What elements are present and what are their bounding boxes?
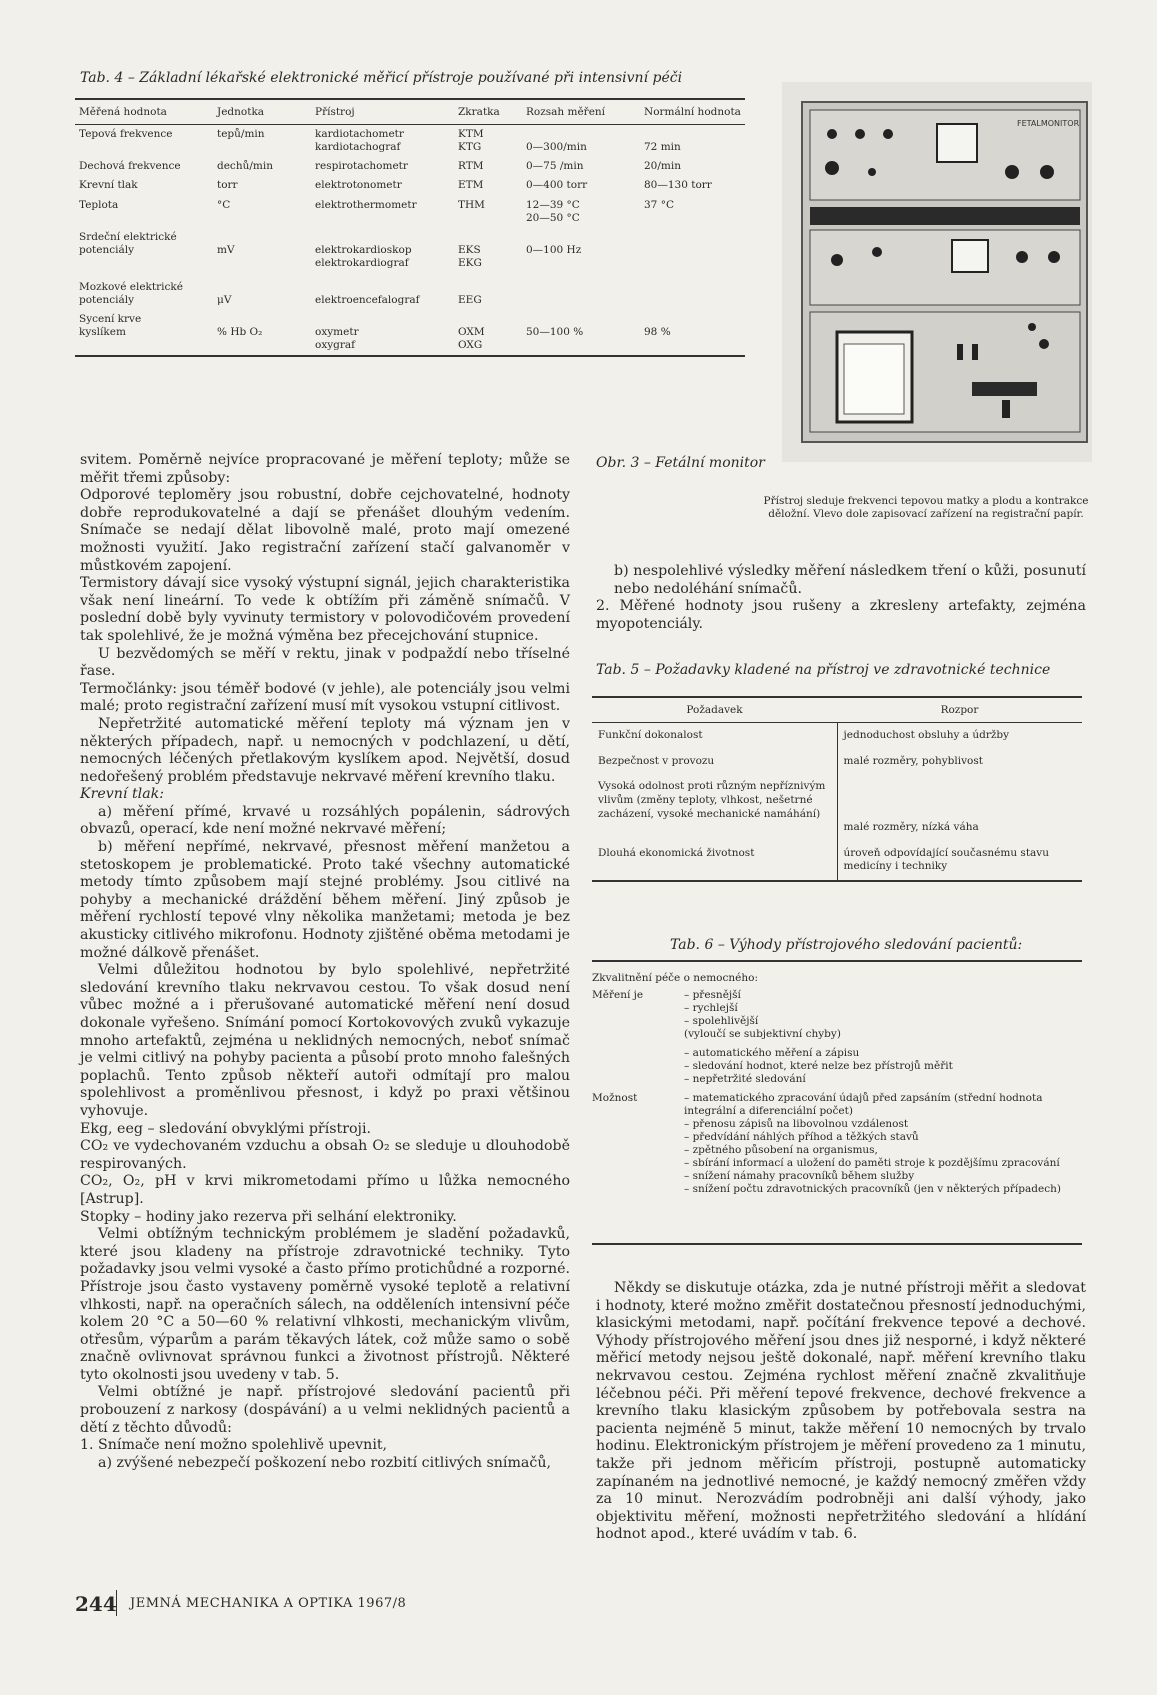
table4-cell: Sycení krve kyslíkem xyxy=(75,310,213,356)
para-thermistors: Termistory dávají sice vysoký výstupní signál, jejich charakteristika však není lineární. To vede k obtížím při záměně snímačů. V poslední době byly vyvinuty termistory v polovodičovém provedení tak spolehlivé, že je možná výměna bez přecejchování stupnice. xyxy=(80,575,570,644)
table6-group xyxy=(592,1092,1082,1196)
table5-cell: Bezpečnost v provozu xyxy=(592,749,837,775)
para-thermocouples: Termočlánky: jsou téměř bodové (v jehle), ale potenciály jsou velmi malé; proto registrační zařízení musí mít vysokou vstupní citlivost. xyxy=(80,680,570,715)
table6-item: – přesnější xyxy=(684,989,741,1001)
table6-item: – automatického měření a zápisu xyxy=(684,1047,860,1059)
table6-item: – spolehlivější xyxy=(684,1015,759,1027)
para-unconscious: U bezvědomých se měří v rektu, jinak v podpaždí nebo tříselné řase. xyxy=(80,645,570,680)
para-continuous-temp: Nepřetržité automatické měření teploty má význam jen v některých případech, např. u nemocných v podchlazení, u dětí, nemocných léčených přetlakovým kyslíkem apod. Největší, dosud nedořešený problém představuje nekrvavé měření krevního tlaku. xyxy=(80,715,570,785)
table4-cell: 0—300/min xyxy=(526,141,587,154)
table4-header: Normální hodnota xyxy=(640,99,745,125)
para-blood-pressure-heading: Krevní tlak: xyxy=(80,786,165,803)
table4-caption: Tab. 4 – Základní lékařské elektronické měřicí přístroje používané při intensivní péči xyxy=(80,70,683,86)
para-stopwatch: Stopky – hodiny jako rezerva při selhání elektroniky. xyxy=(80,1208,457,1225)
para-sensors-1: 1. Snímače není možno spolehlivě upevnit, xyxy=(80,1437,388,1454)
para-co2: CO₂ ve vydechovaném vzduchu a obsah O₂ se sleduje u dlouhodobě respirovaných. xyxy=(80,1138,570,1172)
table6-item: (vyloučí se subjektivní chyby) xyxy=(684,1028,841,1040)
para-anaesthesia: Velmi obtížné je např. přístrojové sledování pacientů při probouzení z narkosy (dospávání) a u velmi neklidných pacientů a dětí z těchto důvodů: xyxy=(80,1384,570,1436)
table6-group xyxy=(592,1047,1082,1086)
table6 xyxy=(592,972,1082,1202)
table4-cell: Mozkové elektrické potenciály xyxy=(79,280,183,306)
table6-item: – rychlejší xyxy=(684,1002,738,1014)
footer-divider xyxy=(116,1590,117,1616)
table4-cell: elektrothermometr xyxy=(315,198,417,211)
table4-cell: RTM xyxy=(458,160,484,173)
right-top-text xyxy=(596,563,1086,633)
table4-header: Zkratka xyxy=(454,99,522,125)
table5-header: Rozpor xyxy=(837,697,1082,723)
table4-cell: 72 min xyxy=(644,141,681,154)
table5-cell: Dlouhá ekonomická životnost xyxy=(592,841,837,881)
table6-group-label: Možnost xyxy=(592,1092,638,1104)
table4-cell: KTM KTG xyxy=(458,128,484,154)
para-bp-direct: a) měření přímé, krvavé u rozsáhlých popálenin, sádrových obvazů, operací, kde není možné nekrvavé měření; xyxy=(80,803,570,838)
table4-cell: dechů/min xyxy=(217,160,273,173)
table4-row xyxy=(75,125,745,158)
table5-row xyxy=(592,749,1082,775)
table5 xyxy=(592,696,1082,882)
table4-cell xyxy=(522,278,640,310)
table6-group-label: Měření je xyxy=(592,989,644,1001)
table6-group xyxy=(592,989,1082,1041)
table4-cell xyxy=(640,278,745,310)
table4-cell: ETM xyxy=(458,179,484,192)
para-ekg-eeg: Ekg, eeg – sledování obvyklými přístroji. xyxy=(80,1120,371,1137)
table4-header: Měřená hodnota xyxy=(75,99,213,125)
table6-item: – sledování hodnot, které nelze bez přístrojů měřit xyxy=(684,1060,953,1072)
table4-cell: elektroencefalograf xyxy=(315,293,420,306)
table4-cell: 50—100 % xyxy=(522,310,640,356)
table4-cell: EKS EKG xyxy=(458,243,482,269)
fetal-monitor-illustration xyxy=(782,82,1092,462)
table4-cell: Dechová frekvence xyxy=(79,160,181,173)
figure3-caption: Přístroj sleduje frekvenci tepovou matky a plodu a kontrakce děložní. Vlevo dole zapisovací zařízení na registrační papír. xyxy=(763,495,1089,520)
table4-header: Jednotka xyxy=(213,99,311,125)
table4-header: Přístroj xyxy=(311,99,454,125)
table4-cell: 37 °C xyxy=(644,198,674,211)
table6-top-rule xyxy=(592,960,1082,962)
table5-caption: Tab. 5 – Požadavky kladené na přístroj ve zdravotnické technice xyxy=(596,662,1051,678)
table4-cell: tepů/min xyxy=(217,128,265,140)
table6-item: – snížení námahy pracovníků během služby xyxy=(684,1170,915,1182)
table5-cell: jednoduchost obsluhy a údržby xyxy=(843,729,1010,741)
table4-cell: respirotachometr xyxy=(315,160,408,173)
para-resistance-thermometers: Odporové teploměry jsou robustní, dobře cejchovatelné, hodnoty dobře reprodukovatelné a dají se přenášet dlouhým vedením. Snímače se nedají dělat libovolně malé, proto mají omezené možnosti využití. Jako registrační zařízení stačí galvanoměr v můstkovém zapojení. xyxy=(80,487,570,574)
table4-cell: elektrotonometr xyxy=(315,179,402,192)
para-bp-indirect: b) měření nepřímé, nekrvavé, přesnost měření manžetou a stetoskopem je problematické. Proto také všechny automatické metody tímto způsobem mají stejné problémy. Jsou citlivé na pohyby a mechanické dráždění během měření. Jiný způsob je měření rychlostí tepové vlny několika manžetami; metoda je bez akusticky citlivého mikrofonu. Hodnoty zjištěné oběma metodami je možné dálkově přenášet. xyxy=(80,839,570,961)
table4 xyxy=(75,98,745,357)
table6-item: – nepřetržité sledování xyxy=(684,1073,806,1085)
table4-row xyxy=(75,310,745,356)
table5-cell: malé rozměry, nízká váha xyxy=(843,821,979,834)
right-bottom-text: Někdy se diskutuje otázka, zda je nutné přístroji měřit a sledovat i hodnoty, které možno změřit dostatečnou přesností jednoduchými, klasickými metodami, např. počítání frekvence tepové a dechové. Výhody přístrojového měření jsou dnes již nesporné, i když některé měřicí metody nejsou ještě dokonalé, např. měření krevního tlaku nekrvavou cestou. Zejména rychlost měření značně zkvalitňuje léčebnou péči. Při měření tepové frekvence, dechové frekvence a krevního tlaku klasickým způsobem by potřebovala sestra na pacienta nejméně 5 minut, takže měření 10 nemocných by trvalo hodinu. Elektronickým přístrojem je měření provedeno za 1 minutu, takže při jednom měřicím přístroji, postupně automaticky zapínaném na jednotlivé nemocné, je každý nemocný změřen vždy za 10 minut. Nerozvádím podrobněji ani další výhody, jako objektivitu měření, možnosti nepřetržitého sledování a hlídání hodnot apod., které uvádím v tab. 6. xyxy=(596,1280,1086,1543)
table5-row xyxy=(592,723,1082,749)
left-column xyxy=(80,452,570,1472)
table4-row xyxy=(75,176,745,195)
table4-cell: Krevní tlak xyxy=(79,179,138,192)
table6-item: – snížení počtu zdravotnických pracovníků (jen v některých případech) xyxy=(684,1183,1061,1195)
table4-cell xyxy=(640,228,745,278)
fetal-monitor-photo xyxy=(782,82,1092,462)
table4-cell: OXM OXG xyxy=(454,310,522,356)
table4-cell: THM xyxy=(458,198,485,211)
table6-heading: Zkvalitnění péče o nemocného: xyxy=(592,972,758,984)
table4-cell: EEG xyxy=(458,293,482,306)
table6-item: – předvídání náhlých příhod a těžkých stavů xyxy=(684,1131,919,1143)
table5-cell: úroveň odpovídající současnému stavu medicíny i techniky xyxy=(837,841,1082,881)
table4-cell: elektrokardioskop elektrokardiograf xyxy=(315,243,412,269)
photo-brand-label: FETALMONITOR xyxy=(1017,119,1080,128)
table6-caption: Tab. 6 – Výhody přístrojového sledování pacientů: xyxy=(670,937,1023,953)
table6-item: – zpětného působení na organismus, xyxy=(684,1144,878,1156)
table6-item: – přenosu zápisů na libovolnou vzdálenost xyxy=(684,1118,909,1130)
table4-header: Rozsah měření xyxy=(522,99,640,125)
journal-name: JEMNÁ MECHANIKA A OPTIKA 1967/8 xyxy=(130,1596,407,1611)
table4-cell: Srdeční elektrické potenciály xyxy=(79,230,177,256)
table5-cell: Funkční dokonalost xyxy=(592,723,837,749)
table4-cell: Tepová frekvence xyxy=(79,128,173,140)
table4-cell: 0—400 torr xyxy=(526,179,588,192)
table4-cell: torr xyxy=(217,179,238,192)
table4-cell: 0—100 Hz xyxy=(526,243,582,256)
table4-cell: 12—39 °C 20—50 °C xyxy=(526,198,580,224)
table5-cell: Vysoká odolnost proti různým nepříznivým vlivům (změny teploty, vlhkost, nešetrné zacházení, vysoké mechanické namáhání) xyxy=(592,774,837,841)
table6-group-label xyxy=(592,1047,684,1086)
table4-cell: % Hb O₂ xyxy=(213,310,311,356)
table4-cell: 80—130 torr xyxy=(644,179,712,192)
table4-cell: Teplota xyxy=(79,198,119,211)
table5-row xyxy=(592,774,1082,841)
table5-cell: malé rozměry, pohyblivost xyxy=(843,754,983,767)
table4-cell: 20/min xyxy=(644,160,681,173)
page-number: 244 xyxy=(75,1592,117,1616)
para-intro: svitem. Poměrně nejvíce propracované je měření teploty; může se měřit třemi způsoby: xyxy=(80,452,570,486)
para-sensors-1b: b) nespolehlivé výsledky měření následkem tření o kůži, posunutí nebo nedoléhání snímačů. xyxy=(614,563,1086,597)
table4-cell: 98 % xyxy=(640,310,745,356)
para-sensors-2: 2. Měřené hodnoty jsou rušeny a zkresleny artefakty, zejména myopotenciály. xyxy=(596,598,1086,632)
table4-cell: mV xyxy=(217,243,235,256)
para-blood-gas: CO₂, O₂, pH v krvi mikrometodami přímo u lůžka nemocného [Astrup]. xyxy=(80,1173,570,1207)
table4-row xyxy=(75,228,745,278)
table6-bottom-rule xyxy=(592,1243,1082,1245)
table4-row xyxy=(75,157,745,176)
table4-cell: kardiotachometr kardiotachograf xyxy=(315,128,404,154)
table6-item: – matematického zpracování údajů před zapsáním (střední hodnota integrální a diferenciální počet) xyxy=(684,1092,1043,1117)
table4-cell: μV xyxy=(217,293,232,306)
table5-row xyxy=(592,841,1082,881)
para-sensors-1a: a) zvýšené nebezpečí poškození nebo rozbití citlivých snímačů, xyxy=(98,1454,551,1471)
table4-row xyxy=(75,278,745,310)
para-requirements: Velmi obtížným technickým problémem je sladění požadavků, které jsou kladeny na přístroje zdravotnické techniky. Tyto požadavky jsou velmi vysoké a často přímo protichůdné a rozporné. Přístroje jsou často vystaveny poměrně vysoké teplotě a relativní vlhkosti, např. na operačních sálech, na odděleních intensivní péče kolem 20 °C a 50—60 % relativní vlhkosti, mechanickým vlivům, otřesům, výparům a parám těkavých látek, což může samo o sobě značně ovlivnovat správnou funkci a životnost přístrojů. Některé tyto okolnosti jsou uvedeny v tab. 5. xyxy=(80,1226,570,1383)
table6-item: – sbírání informací a uložení do paměti stroje k pozdějšímu zpracování xyxy=(684,1157,1060,1169)
para-bp-continuous: Velmi důležitou hodnotou by bylo spolehlivé, nepřetržité sledování krevního tlaku nekrvavou cestou. To však dosud není vůbec možné a i přerušované automatické měření není dosud dokonale vyřešeno. Snímání pomocí Kortokovových zvuků vykazuje mnoho artefaktů, zejména u neklidných nemocných, neboť snímač je velmi citlivý na pohyby pacienta a působí proto mnoho falešných poplachů. Tento způsob někteří autoři odmítají pro malou spolehlivost a proměnlivou přesnost, i když po praxi většinou vyhovuje. xyxy=(80,962,570,1119)
figure3-title: Obr. 3 – Fetální monitor xyxy=(596,455,765,471)
table4-cell: 0—75 /min xyxy=(526,160,584,173)
table4-cell: °C xyxy=(217,198,231,211)
table4-cell: oxymetr oxygraf xyxy=(311,310,454,356)
table5-header: Požadavek xyxy=(592,697,837,723)
table4-row xyxy=(75,196,745,228)
